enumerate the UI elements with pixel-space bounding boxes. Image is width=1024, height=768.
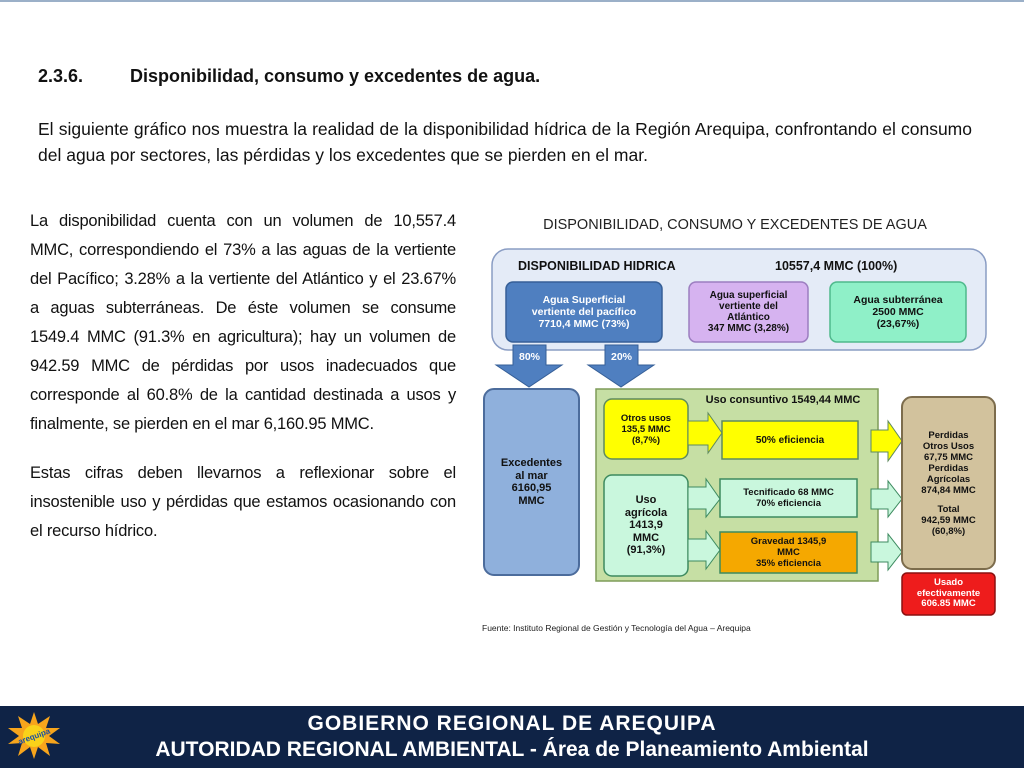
gravedad-line-1: Gravedad 1345,9: [750, 536, 827, 547]
tecnificado-line-2: 70% eficiencia: [756, 498, 821, 509]
diagram-title: DISPONIBILIDAD, CONSUMO Y EXCEDENTES DE AGUA: [543, 217, 927, 233]
perdidas-line-9: 942,59 MMC: [921, 514, 976, 526]
footer-line-2-bold: AUTORIDAD REGIONAL AMBIENTAL -: [155, 738, 537, 761]
subterranea-label: [830, 282, 966, 342]
paragraph-disponibilidad: La disponibilidad cuenta con un volumen de 10,557.4 MMC, correspondiendo el 73% a las aguas de la vertiente del Pacífico; 3.28% a la vertiente del Atlántico y el 23.67% a aguas subterráneas. De éste volumen se consume 1549.4 MMC (91.3% en agricultura); hay un volumen de 942.59 MMC de pérdidas por usos inadecuados que corresponde al 60.8% de la cantidad destinada a usos y finalmente, se pierden en el mar 6,160.95 MMC.: [30, 212, 456, 433]
perdidas-line-10: (60,8%): [931, 525, 966, 537]
section-title: Disponibilidad, consumo y excedentes de agua.: [130, 66, 541, 86]
otros-usos-line-3: (8,7%): [632, 434, 660, 446]
pacifico-line-2: vertiente del pacífico: [531, 306, 637, 318]
tecnificado-label: [720, 479, 857, 517]
perdidas-line-8: Total: [937, 503, 960, 515]
eficiencia-50-label: 50% eficiencia: [755, 434, 825, 446]
logo-text: arequipa: [16, 726, 52, 747]
uso-agricola-line-5: (91,3%): [626, 544, 666, 557]
section-number: 2.3.6.: [38, 66, 84, 86]
footer-line-2-rest: Área de Planeamiento Ambiental: [536, 738, 869, 761]
atlantico-line-1: Agua superficial: [709, 290, 788, 301]
otros-usos-line-1: Otros usos: [620, 412, 672, 424]
disponibilidad-label: DISPONIBILIDAD HIDRICA: [518, 259, 676, 273]
disponibilidad-value: 10557,4 MMC (100%): [775, 259, 898, 273]
arrow-20-label: 20%: [610, 350, 632, 363]
water-diagram: [470, 205, 1010, 635]
paragraph-reflexion: Estas cifras deben llevarnos a reflexionar sobre el insostenible uso y pérdidas que estamos ocasionando con el recurso hídrico.: [30, 464, 456, 540]
section-heading: [38, 66, 540, 87]
uso-agricola-line-3: 1413,9: [629, 519, 663, 532]
uso-consuntivo-label: Uso consuntivo 1549,44 MMC: [705, 393, 861, 406]
body-text: [30, 207, 456, 566]
footer-banner: [0, 706, 1024, 768]
otros-usos-label: [604, 399, 688, 459]
pacifico-line-1: Agua Superficial: [542, 294, 626, 306]
fuente-text: Fuente: Instituto Regional de Gestión y Tecnología del Agua – Arequipa: [482, 623, 751, 633]
footer-line-1: GOBIERNO REGIONAL DE AREQUIPA: [307, 712, 717, 735]
uso-agricola-line-2: agrícola: [624, 506, 668, 519]
pacifico-label: [506, 282, 662, 342]
uso-agricola-line-4: MMC: [632, 531, 660, 544]
perdidas-label: [902, 397, 995, 569]
arrow-80-label: 80%: [518, 350, 540, 363]
atlantico-label: [689, 282, 808, 342]
footer-line-2: [0, 738, 1024, 762]
usado-line-2: efectivamente: [916, 587, 981, 599]
excedentes-line-3: 6160,95: [511, 482, 552, 494]
atlantico-line-2: vertiente del: [719, 301, 778, 312]
atlantico-line-4: 347 MMC (3,28%): [707, 323, 790, 334]
usado-label: [902, 573, 995, 615]
perdidas-line-4: Perdidas: [928, 462, 969, 474]
excedentes-line-1: Excedentes: [500, 457, 563, 469]
uso-agricola-label: [604, 475, 688, 576]
gravedad-label: [720, 532, 857, 573]
pacifico-line-3: 7710,4 MMC (73%): [538, 318, 630, 330]
usado-line-3: 606.85 MMC: [921, 598, 976, 610]
subterranea-line-1: Agua subterránea: [853, 294, 943, 306]
perdidas-line-5: Agrícolas: [926, 473, 971, 485]
perdidas-line-2: Otros Usos: [922, 440, 975, 452]
perdidas-line-3: 67,75 MMC: [923, 451, 974, 463]
otros-usos-line-2: 135,5 MMC: [621, 423, 671, 435]
tecnificado-line-1: Tecnificado 68 MMC: [743, 487, 834, 498]
uso-agricola-line-1: Uso: [635, 494, 657, 507]
excedentes-label: [484, 389, 579, 575]
subterranea-line-3: (23,67%): [876, 318, 920, 330]
excedentes-line-4: MMC: [518, 494, 545, 507]
usado-line-1: Usado: [933, 577, 964, 589]
atlantico-line-3: Atlántico: [727, 312, 770, 323]
top-border: [0, 0, 1024, 2]
perdidas-line-6: 874,84 MMC: [921, 484, 976, 496]
gravedad-line-2: MMC: [777, 547, 800, 558]
perdidas-line-1: Perdidas: [928, 429, 969, 441]
subterranea-line-2: 2500 MMC: [872, 306, 924, 318]
intro-paragraph: El siguiente gráfico nos muestra la realidad de la disponibilidad hídrica de la Región Arequipa, confrontando el consumo del agua por sectores, las pérdidas y los excedentes que se pierden en el mar.: [38, 119, 972, 165]
gravedad-line-3: 35% eficiencia: [756, 558, 821, 569]
excedentes-line-2: al mar: [515, 469, 548, 482]
